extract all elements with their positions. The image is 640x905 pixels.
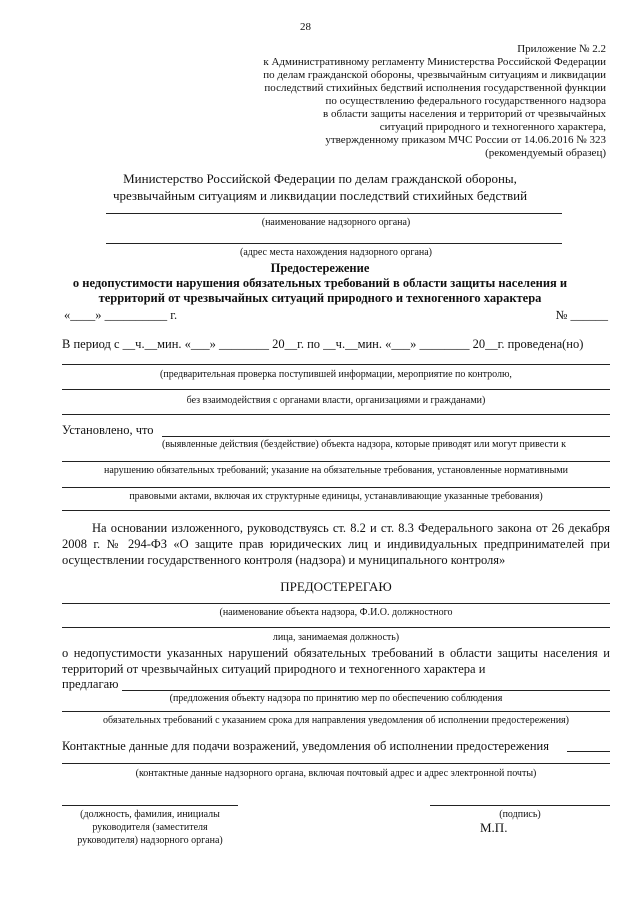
number-field: № ______ bbox=[555, 308, 608, 322]
header-line: последствий стихийных бедствий исполнения государственной функции bbox=[264, 82, 606, 94]
propose-label: предлагаю bbox=[62, 677, 119, 691]
document-title: Предостережение bbox=[270, 261, 370, 275]
header-line: утвержденному приказом МЧС России от 14.06.2016 № 323 bbox=[325, 134, 606, 146]
established-blank-line bbox=[62, 487, 610, 488]
header-line: к Административному регламенту Министерства Российской Федерации bbox=[263, 56, 606, 68]
established-blank-line bbox=[62, 510, 610, 511]
page-number: 28 bbox=[300, 21, 311, 33]
authority-blank-line bbox=[106, 213, 562, 214]
check-blank-line bbox=[62, 414, 610, 415]
check-blank-line bbox=[62, 389, 610, 390]
object-blank-line bbox=[62, 627, 610, 628]
established-blank-line bbox=[62, 461, 610, 462]
established-label: Установлено, что bbox=[62, 423, 154, 437]
contacts-blank-line bbox=[62, 763, 610, 764]
date-field: «____» __________ г. bbox=[64, 308, 178, 322]
authority-caption: (наименование надзорного органа) bbox=[261, 217, 411, 228]
document-subtitle: о недопустимости нарушения обязательных требований в области защиты населения и bbox=[72, 276, 568, 290]
established-caption: (выявленные действия (бездействие) объекта надзора, которые приводят или могут привести к bbox=[162, 439, 566, 450]
object-caption: лица, занимаемая должность) bbox=[272, 632, 400, 643]
object-blank-line bbox=[62, 603, 610, 604]
propose-caption: обязательных требований с указанием срока для направления уведомления об исполнении предостережения) bbox=[103, 715, 569, 726]
address-caption: (адрес места нахождения надзорного органа) bbox=[239, 247, 433, 258]
established-caption: правовыми актами, включая их структурные единицы, устанавливающие указанные требования) bbox=[129, 491, 543, 502]
object-caption: (наименование объекта надзора, Ф.И.О. должностного bbox=[219, 607, 453, 618]
address-blank-line bbox=[106, 243, 562, 244]
check-blank-line bbox=[62, 364, 610, 365]
established-blank-line bbox=[162, 436, 610, 437]
signature-blank-line bbox=[430, 805, 610, 806]
propose-blank-line bbox=[122, 690, 610, 691]
ministry-line: чрезвычайным ситуациям и ликвидации последствий стихийных бедствий bbox=[112, 188, 528, 203]
header-line: ситуаций природного и техногенного характера, bbox=[379, 121, 606, 133]
document-subtitle: территорий от чрезвычайных ситуаций природного и техногенного характера bbox=[98, 291, 542, 305]
signature-caption: (подпись) bbox=[499, 809, 541, 820]
position-caption: руководителя) надзорного органа) bbox=[77, 835, 223, 846]
header-line: по делам гражданской обороны, чрезвычайным ситуациям и ликвидации bbox=[263, 69, 606, 81]
inadmissibility-paragraph: о недопустимости указанных нарушений обязательных требований в области защиты населения и территорий от чрезвычайных ситуаций природного и техногенного характера и bbox=[62, 646, 610, 676]
stamp-mark: М.П. bbox=[480, 820, 508, 835]
header-line: по осуществлению федерального государственного надзора bbox=[325, 95, 606, 107]
header-line: в области защиты населения и территорий от чрезвычайных bbox=[323, 108, 606, 120]
established-caption: нарушению обязательных требований; указание на обязательные требования, установленные нормативными bbox=[103, 465, 569, 476]
warn-heading: ПРЕДОСТЕРЕГАЮ bbox=[280, 579, 392, 594]
header-line: Приложение № 2.2 bbox=[517, 43, 606, 55]
contacts-blank-line bbox=[567, 751, 610, 752]
contacts-caption: (контактные данные надзорного органа, включая почтовый адрес и адрес электронной почты) bbox=[135, 768, 537, 779]
header-line: (рекомендуемый образец) bbox=[485, 147, 606, 159]
position-caption: руководителя (заместителя bbox=[92, 822, 208, 833]
propose-caption: (предложения объекту надзора по принятию мер по обеспечению соблюдения bbox=[169, 693, 503, 704]
check-caption: (предварительная проверка поступившей информации, мероприятие по контролю, bbox=[160, 369, 512, 380]
contacts-label: Контактные данные для подачи возражений, уведомления об исполнении предостережения bbox=[62, 739, 549, 753]
check-caption: без взаимодействия с органами власти, организациями и гражданами) bbox=[186, 395, 486, 406]
position-blank-line bbox=[62, 805, 238, 806]
period-line: В период с __ч.__мин. «___» ________ 20__г. по __ч.__мин. «___» ________ 20__г. проведена(но) bbox=[62, 338, 584, 351]
position-caption: (должность, фамилия, инициалы bbox=[80, 809, 220, 820]
basis-paragraph: На основании изложенного, руководствуясь ст. 8.2 и ст. 8.3 Федерального закона от 26 декабря 2008 г. № 294-ФЗ «О защите прав юридических лиц и индивидуальных предпринимателей при осуществлении государственного контроля (надзора) и муниципального контроля» bbox=[62, 521, 610, 567]
ministry-line: Министерство Российской Федерации по делам гражданской обороны, bbox=[123, 171, 517, 186]
propose-blank-line bbox=[62, 711, 610, 712]
